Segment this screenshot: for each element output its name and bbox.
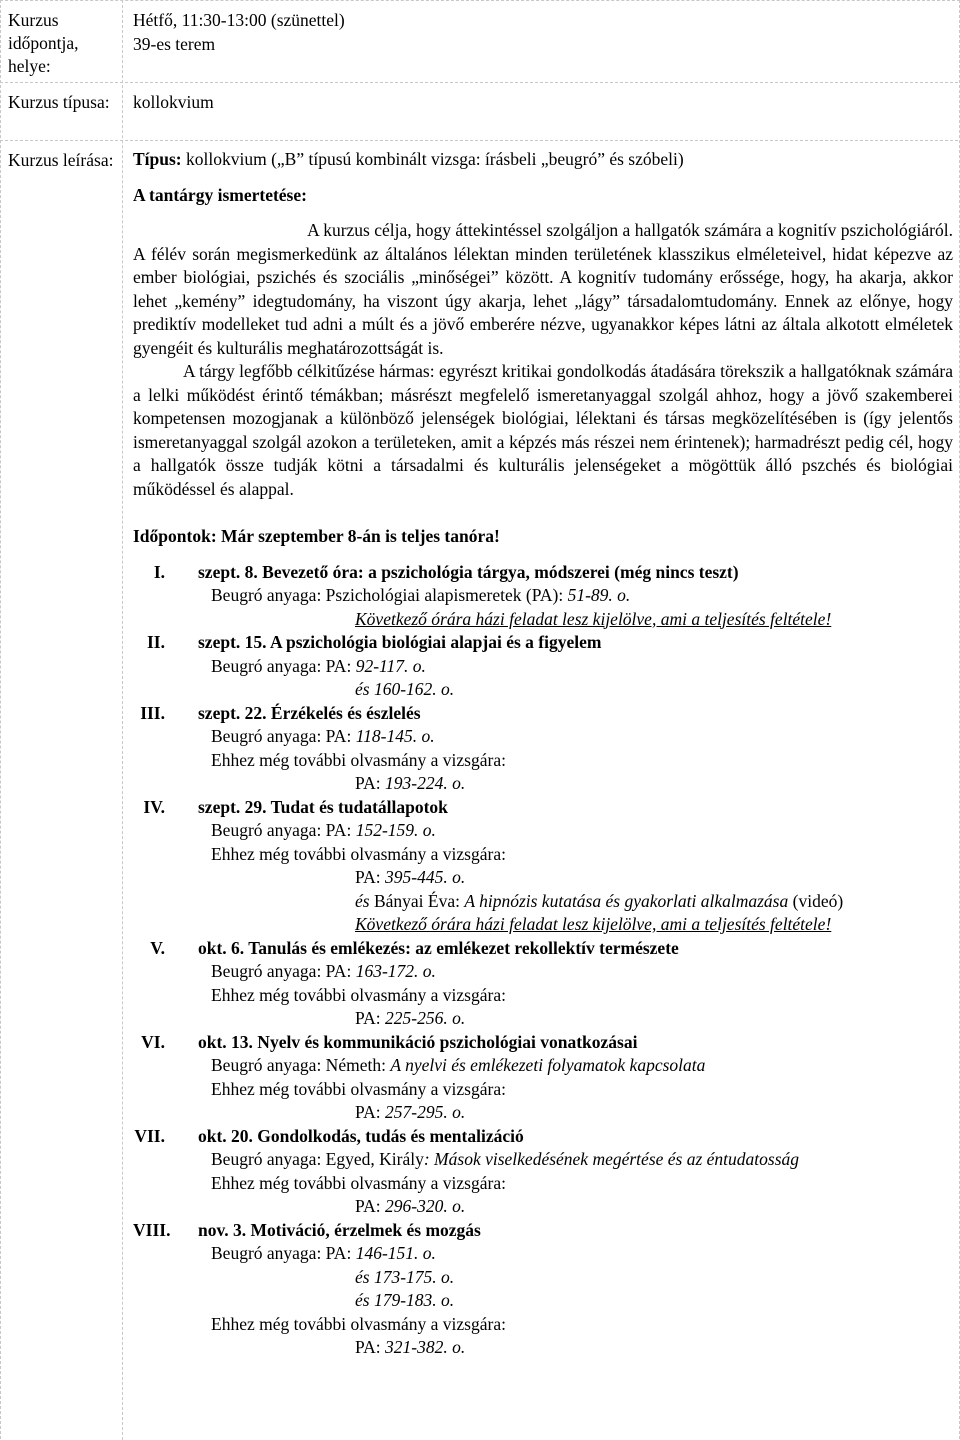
session-detail-line xyxy=(133,1336,953,1360)
session-item xyxy=(133,796,953,937)
session-text: 152-159. o. xyxy=(355,820,436,840)
session-text: Bányai Éva: xyxy=(369,890,465,911)
session-text: Beugró anyaga: Pszichológiai alapismeretek (PA): xyxy=(211,585,568,605)
session-detail-line xyxy=(133,749,953,773)
session-number: I. xyxy=(153,561,165,582)
session-text: Beugró anyaga: PA: xyxy=(211,726,356,746)
session-detail-line xyxy=(133,584,953,608)
session-detail-line xyxy=(133,890,953,914)
session-text: Ehhez még további olvasmány a vizsgára: xyxy=(211,843,506,864)
intro-heading: A tantárgy ismertetése: xyxy=(133,184,307,205)
session-text: Beugró anyaga: PA: xyxy=(211,1243,356,1263)
session-text: A hipnózis kutatása és gyakorlati alkalmazása xyxy=(464,890,789,911)
session-detail-line xyxy=(133,1313,953,1337)
session-text: : Mások viselkedésének megértése és az éntudatosság xyxy=(423,1149,800,1169)
session-text: Beugró anyaga: Németh: xyxy=(211,1055,391,1075)
session-text: PA: xyxy=(355,1337,386,1357)
session-detail-line xyxy=(133,1101,953,1125)
session-text: 51-89. o. xyxy=(567,585,631,605)
session-detail-line xyxy=(133,678,953,702)
session-detail-line xyxy=(133,655,953,679)
session-text: 321-382. o. xyxy=(385,1337,466,1357)
schedule-heading: Időpontok: Már szeptember 8-án is teljes tanóra! xyxy=(133,526,500,546)
session-text: Következő órára házi feladat lesz kijelölve, ami a teljesítés feltétele! xyxy=(355,914,832,934)
session-text: PA: xyxy=(355,1196,386,1216)
session-item xyxy=(133,1125,953,1219)
session-detail-line xyxy=(133,1266,953,1290)
session-text: Ehhez még további olvasmány a vizsgára: xyxy=(211,1313,506,1334)
session-text: PA: xyxy=(355,773,386,793)
session-number: VIII. xyxy=(133,1219,171,1240)
session-text: 395-445. o. xyxy=(385,867,466,887)
session-text: 296-320. o. xyxy=(385,1196,466,1216)
session-text: és 179-183. o. xyxy=(355,1290,455,1310)
goals-paragraph: A tárgy legfőbb célkitűzése hármas: egyrészt kritikai gondolkodás átadására törekszik a hallgatóknak számára a lelki működést érintő témákban; másrészt megfelelő ismeretanyaggal szolgál ahhoz, hogy a jövő szakemberei kompetensen mozogjanak a különböző jelenségek biológiai, lélektani és társas megközelítésében is (így jelentős ismeretanyaggal szolgál azokon a területeken, amit a képzés más részei nem érintenek); harmadrészt pedig cél, hogy a hallgatók össze tudják kötni a társadalmi és kulturális jelenségeket a mögöttük álló pszchés és biológiai működéssel és alappal. xyxy=(133,361,953,499)
session-number: IV. xyxy=(143,796,165,817)
session-detail-line xyxy=(133,1007,953,1031)
column-divider xyxy=(122,0,123,1440)
label-course-time-place: Kurzus időpontja, helye: xyxy=(8,10,79,76)
session-title: okt. 20. Gondolkodás, tudás és mentalizáció xyxy=(198,1125,524,1146)
session-text: Következő órára házi feladat lesz kijelölve, ami a teljesítés feltétele! xyxy=(355,608,832,629)
session-item xyxy=(133,561,953,632)
session-detail-line xyxy=(133,913,953,937)
session-detail-line xyxy=(133,1172,953,1196)
session-text: PA: xyxy=(355,1102,386,1122)
session-detail-line xyxy=(133,608,953,632)
session-item xyxy=(133,1031,953,1125)
session-text: Beugró anyaga: PA: xyxy=(211,961,356,981)
label-course-type: Kurzus típusa: xyxy=(8,92,110,112)
session-item xyxy=(133,937,953,1031)
session-text: A nyelvi és emlékezeti folyamatok kapcsolata xyxy=(390,1055,706,1075)
session-title: nov. 3. Motiváció, érzelmek és mozgás xyxy=(198,1219,481,1240)
session-item xyxy=(133,1219,953,1360)
session-number: II. xyxy=(147,632,165,652)
session-list xyxy=(133,561,953,1360)
session-text: Ehhez még további olvasmány a vizsgára: xyxy=(211,984,506,1005)
course-room: 39-es terem xyxy=(133,34,216,54)
session-item xyxy=(133,702,953,796)
course-description xyxy=(133,148,953,1360)
session-text: és 160-162. o. xyxy=(355,679,455,699)
intro-first-line: A kurzus célja, hogy áttekintéssel szolgáljon a hallgatók számára a kognitív pszichológiáról. xyxy=(307,220,953,240)
session-detail-line xyxy=(133,725,953,749)
session-text: PA: xyxy=(355,1008,386,1028)
intro-paragraph: A félév során megismerkedünk az általános lélektan minden területének klasszikus elméleteivel, hidat képezve az ember biológiai, pszichés és szociális „minőségei” között. A kognitív tudomány erőssége, hogy, ha akarja, akkor lehet „kemény” idegtudomány, ha viszont úgy akarja, lehet „lágy” társadalomtudomány. Ennek az előnye, hogy prediktív modelleket tud adni a múlt és a jövő emberére nézve, ugyanakkor képes látni az általa alkotott elméletek gyengéit és kulturális meghatározottságát is. xyxy=(133,243,953,358)
session-text: Beugró anyaga: PA: xyxy=(211,820,356,840)
session-title: szept. 15. A pszichológia biológiai alapjai és a figyelem xyxy=(198,632,602,652)
session-detail-line xyxy=(133,1289,953,1313)
session-text: 146-151. o. xyxy=(355,1243,436,1263)
row-divider xyxy=(0,82,958,83)
session-title: szept. 8. Bevezető óra: a pszichológia tárgya, módszerei (még nincs teszt) xyxy=(198,561,739,582)
session-number: III. xyxy=(140,702,165,723)
session-detail-line xyxy=(133,772,953,796)
label-course-description: Kurzus leírása: xyxy=(8,150,114,170)
session-detail-line xyxy=(133,1195,953,1219)
session-text: 257-295. o. xyxy=(385,1102,466,1122)
session-text: Beugró anyaga: PA: xyxy=(211,655,356,676)
session-number: V. xyxy=(150,937,165,958)
row-divider xyxy=(0,140,958,141)
type-label: Típus: xyxy=(133,149,182,169)
session-title: szept. 22. Érzékelés és észlelés xyxy=(198,702,421,723)
session-title: szept. 29. Tudat és tudatállapotok xyxy=(198,796,448,817)
session-title: okt. 6. Tanulás és emlékezés: az emlékezet rekollektív természete xyxy=(198,937,679,958)
session-text: 163-172. o. xyxy=(355,961,436,981)
session-detail-line xyxy=(133,1148,953,1172)
session-text: 193-224. o. xyxy=(385,773,466,793)
session-detail-line xyxy=(133,1054,953,1078)
session-title: okt. 13. Nyelv és kommunikáció pszichológiai vonatkozásai xyxy=(198,1031,638,1052)
session-detail-line xyxy=(133,843,953,867)
session-text: Ehhez még további olvasmány a vizsgára: xyxy=(211,1078,506,1099)
session-item xyxy=(133,631,953,702)
session-text: 92-117. o. xyxy=(355,655,426,676)
session-detail-line xyxy=(133,1242,953,1266)
session-number: VII. xyxy=(134,1125,165,1146)
course-type: kollokvium xyxy=(133,92,214,112)
course-time: Hétfő, 11:30-13:00 (szünettel) xyxy=(133,10,345,30)
session-detail-line xyxy=(133,960,953,984)
session-detail-line xyxy=(133,1078,953,1102)
session-text: PA: xyxy=(355,867,386,887)
session-text: 225-256. o. xyxy=(385,1008,466,1028)
session-detail-line xyxy=(133,819,953,843)
type-text: kollokvium („B” típusú kombinált vizsga: írásbeli „beugró” és szóbeli) xyxy=(181,149,684,169)
session-text: Beugró anyaga: Egyed, Király xyxy=(211,1149,424,1169)
session-text: Ehhez még további olvasmány a vizsgára: xyxy=(211,749,506,770)
session-text: és xyxy=(355,890,370,911)
type-line xyxy=(133,148,953,172)
session-text: és 173-175. o. xyxy=(355,1266,455,1287)
session-text: (videó) xyxy=(788,890,844,911)
session-detail-line xyxy=(133,984,953,1008)
session-detail-line xyxy=(133,866,953,890)
session-text: 118-145. o. xyxy=(355,726,435,746)
session-text: Ehhez még további olvasmány a vizsgára: xyxy=(211,1172,506,1193)
session-number: VI. xyxy=(141,1031,165,1052)
